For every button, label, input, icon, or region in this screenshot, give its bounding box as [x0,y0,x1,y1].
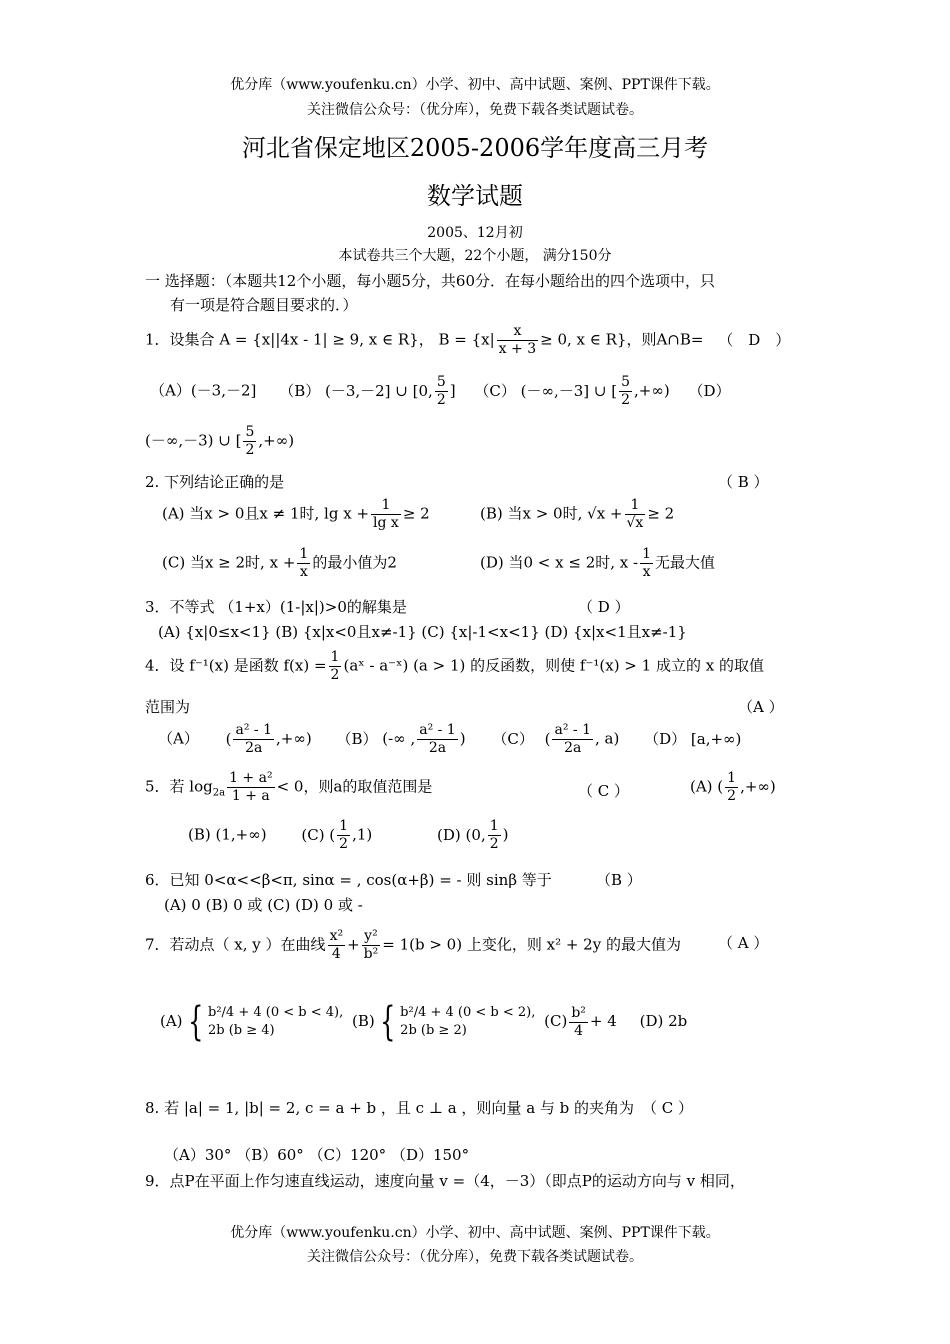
question-4-stem: 4．设 f⁻¹(x) 是函数 f(x) = $\frac{1}{2}$ (aˣ - a⁻ˣ) (a > 1) 的反函数，则使 f⁻¹(x) > 1 成立的 x 的取值 [145,649,764,683]
page-subtitle: 数学试题 [427,182,523,210]
q8-options: （A）30° （B）60° （C）120° （D）150° [164,1146,470,1164]
q7-option-b-label: (B) [351,1012,375,1030]
question-8-stem: 8. 若 |a| = 1, |b| = 2, c = a + b ，且 c ⊥ a ，则向量 a 与 b 的夹角为 [145,1099,635,1117]
question-5-stem: 5．若 $\log_{2a}$ $\frac{\text{1 + a²}}{1 + a}$ < 0，则a的取值范围是 [145,770,433,804]
question-9-stem: 9．点P在平面上作匀速直线运动，速度向量 v =（4，－3）（即点P的运动方向与 v 相同， [145,1172,745,1190]
q4-option-c-label: （C） [492,729,534,748]
q4-option-d: （D） [a,+∞) [644,729,742,748]
q2-answer: （ B ） [718,473,769,491]
q4-option-b-label: （B） [336,729,378,748]
section-heading-cont: 有一项是符合题目要求的．） [170,296,358,314]
question-4-stem-cont: 范围为 [145,698,191,716]
header-line2: 关注微信公众号：（优分库），免费下载各类试题试卷。 [307,102,643,118]
q1-num: 1．设集合 [145,330,215,349]
exam-summary: 本试卷共三个大题，22个小题， 满分150分 [338,248,612,264]
question-3-stem: 3．不等式 （1+x）(1-|x|)>0的解集是 [145,598,407,616]
q1-option-a: （A）(－3,－2] [150,381,257,400]
q1-ask: ，则A∩B= [626,330,704,349]
q7-option-a-label: (A) [160,1012,183,1030]
q1-option-d-pre: (－∞,－3) ∪ [ [145,431,242,450]
question-6-stem: 6．已知 0<α<<β<π, sinα = , cos(α+β) = - 则 sinβ 等于 [145,871,552,889]
footer-line1: 优分库（www.youfenku.cn）小学、初中、高中试题、案例、PPT课件下载。 [230,1225,720,1241]
question-1-options [150,374,731,409]
question-2-stem: 2. 下列结论正确的是 [145,473,285,491]
header-line1: 优分库（www.youfenku.cn）小学、初中、高中试题、案例、PPT课件下载。 [230,77,720,93]
q4-option-a-label: （A） [158,729,199,748]
q2-option-c: (C) 当x ≥ 2时, x + $\frac{1}{x}$ 的最小值为2 [162,546,397,580]
q6-answer: （B ） [596,871,642,889]
q5-options-bcd: (B) (1,+∞) (C) ( $\frac{1}{2}$ ,1) (D) (0, $\frac{1}{2}$ ) [188,818,509,852]
q1-option-b-fraction: $\frac{5}{2}$ [436,374,446,408]
q1-option-d-fraction: $\frac{5}{2}$ [245,424,255,458]
question-1-option-d-body [145,424,294,459]
section-heading: 一 选择题：（本题共12个小题，每小题5分，共60分．在每小题给出的四个选项中，只 [145,272,715,290]
q1-option-c-pre: （C） (－∞,－3] ∪ [ [474,381,618,400]
question-7-stem: 7．若动点（ x, y ）在曲线 $\frac{\text{x²}}{4}$ + $\frac{\text{y²}}{\text{b²}}$ = 1(b > 0) 上变化，则 x² + 2y 的最大值为 [145,928,681,962]
q1-set-b-pre: B = {x| [438,330,495,349]
q1-option-d: （D） [688,381,731,400]
q1-option-d-post: ,+∞) [258,431,295,450]
q2-option-d: (D) 当0 < x ≤ 2时, x - $\frac{1}{x}$ 无最大值 [480,546,716,580]
q5-answer: （ C ） [578,782,630,800]
page-title: 河北省保定地区2005-2006学年度高三月考 [241,134,709,162]
q1-option-b-pre: （B） (－3,－2] ∪ [0, [279,381,433,400]
q1-option-c-fraction: $\frac{5}{2}$ [621,374,631,408]
q7-answer: （ A ） [718,934,769,952]
q2-option-b: (B) 当x > 0时, √x + $\frac{1}{√x}$ ≥ 2 [480,497,675,531]
exam-date: 2005、12月初 [427,225,523,241]
q2-option-a: (A) 当x > 0且x ≠ 1时, lg x + $\frac{1}{\text{lg x}}$ ≥ 2 [162,497,430,531]
q1-option-b-post: ] [449,381,456,400]
q7-options: (A) { b²/4 + 4 (0 < b < 4), 2b (b ≥ 4) (B) { b²/4 + 4 (0 < b < 2), 2b (b ≥ 2) (C) $\frac{\text{b²}}{4}$ + 4 (D) 2b [160,999,688,1045]
q1-option-c-post: ,+∞) [634,381,670,400]
q3-answer: （ D ） [578,598,630,616]
q4-options: （A） ( $\frac{\text{a² - 1}}{2a}$ ,+∞) （B） (-∞ , $\frac{\text{a² - 1}}{2a}$ ) （C） ( $\frac{\text{a² - 1}}{2a}$ , a) （D） [a,+∞) [158,722,742,756]
footer-line2: 关注微信公众号：（优分库），免费下载各类试题试卷。 [307,1249,643,1265]
q5-option-a: (A) ( $\frac{1}{2}$ ,+∞) [690,770,776,804]
q5-option-b: (B) (1,+∞) [188,825,267,844]
q7-option-d: (D) 2b [639,1012,688,1030]
q8-answer: （ C ） [642,1099,694,1117]
q7-option-b-system: b²/4 + 4 (0 < b < 2), 2b (b ≥ 2) [400,1005,536,1038]
q1-set-b-fraction: $\frac{x}{x + 3}$ [498,323,537,357]
q3-options: (A) {x|0≤x<1} (B) {x|x<0且x≠-1} (C) {x|-1<x<1} (D) {x|x<1且x≠-1} [158,623,687,641]
q1-answer: （ D ） [718,330,791,349]
q1-set-a: A = {x||4x - 1| ≥ 9, x ∈ R}， [219,330,434,349]
q7-option-a-system: b²/4 + 4 (0 < b < 4), 2b (b ≥ 4) [208,1005,344,1038]
q6-options: (A) 0 (B) 0 或 (C) (D) 0 或 - [164,896,363,914]
q4-answer: （A ） [738,698,784,716]
q1-set-b-post: ≥ 0, x ∈ R} [540,330,627,349]
question-1-stem [145,323,810,358]
